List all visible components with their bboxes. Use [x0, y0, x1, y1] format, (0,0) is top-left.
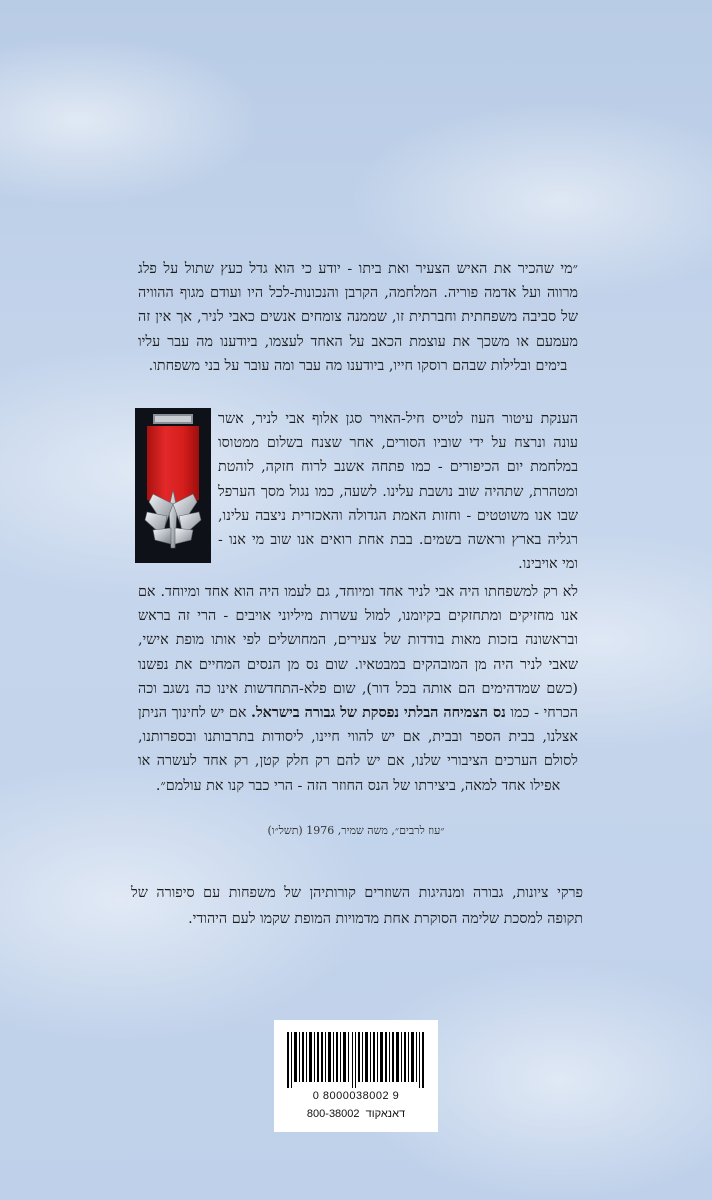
paragraph-3-bold-phrase: נס הצמיחה הבלתי נפסקת של גבורה בישראל. [251, 705, 506, 722]
quote-paragraph-3 [138, 580, 578, 798]
medal-image [135, 408, 211, 563]
barcode-code-label: דאנאקוד [365, 1108, 406, 1120]
quote-paragraph-1: ״מי שהכיר את האיש הצעיר ואת ביתו - יודע כי הוא גדל כעץ שתול על פלג מרווה ועל אדמה פוריה. המלחמה, הקרבן והנכונות-לכל היו ועודם מגוף ההוויה של סביבה משפחתית וחברתית זו, שממנה צומחים אנשים כאבי לניר, אך אין זה מעמעם או משכך את עוצמת הכאב על האחד לעצמו, ביודענו מה עבר עליו בימים ובלילות שבהם רוסקו חייו, ביודענו מה עבר ומה עובר על בני משפחתו. [138, 261, 578, 374]
barcode-icon [287, 1032, 425, 1088]
book-blurb: פרקי ציונות, גבורה ומנהיגות השוזרים קורותיהן של משפחות עם סיפורה של תקופה למסכת שלימה הסוקרת אחת מדמויות המופת שקמו לעם היהודי. [131, 885, 583, 927]
barcode-number: 0 8000038002 9 [312, 1090, 400, 1102]
barcode-code-value: 800-38002 [306, 1108, 360, 1120]
quote-citation: ״עוז לרבים״, משה שמיר, 1976 (תשל״ו) [267, 824, 445, 837]
quote-paragraph-2: הענקת עיטור העוז לטייס חיל-האויר סגן אלוף אבי לניר, אשר עונה ונרצח על ידי שוביו הסורים, אחר שצנח בשלום ממטוסו במלחמת יום הכיפורים - כמו פתחה אשנב לרוח חזקה, לוהטת ומטהרת, שתהיה שוב נושבת עלינו. לשעה, כמו נגול מסך הערפל שבו אנו משוטטים - וחזות האמת הגדולה והאכזרית ניצבה עלינו, רגליה בארץ וראשה בשמים. בבת אחת רואים אנו שוב מי אנו - ומי אויבינו. [218, 411, 578, 573]
barcode-publisher-code [274, 1108, 438, 1120]
medal-of-courage-icon [135, 408, 211, 563]
barcode-panel [274, 1020, 438, 1132]
paragraph-3-text-start: לא רק למשפחתו היה אבי לניר אחד ומיוחד, גם לעמו היה הוא אחד ומיוחד. אם אנו מחזיקים ומתחזקים בקיומנו, למול עשרות מיליוני אויבים - הרי זה בראש ובראשונה בזכות מאות בודדות של צעירים, המחושלים לפי אותו מופת אישי, שאבי לניר היה מן המובהקים במבטאיו. שום נס מן הנסים המחיים את נפשנו (כשם שמדהימים הם אותה בכל דור), שום פלא-התחדשות אינו כה נשגב וכה הכרחי - כמו [138, 584, 579, 722]
paragraph-3-text-end: אם יש לחינוך הניתן אצלנו, בבית הספר ובבית, אם יש להווי חיינו, ליסודות בתרבותנו ובספרותנו, לסולם הערכים הציבורי שלנו, אם יש להם רק חלק קטן, רק אחד לעשרה או אפילו אחד למאה, ביצירתו של הנס החוזר הזה - הרי כבר קנו את עולמם״. [138, 705, 578, 794]
